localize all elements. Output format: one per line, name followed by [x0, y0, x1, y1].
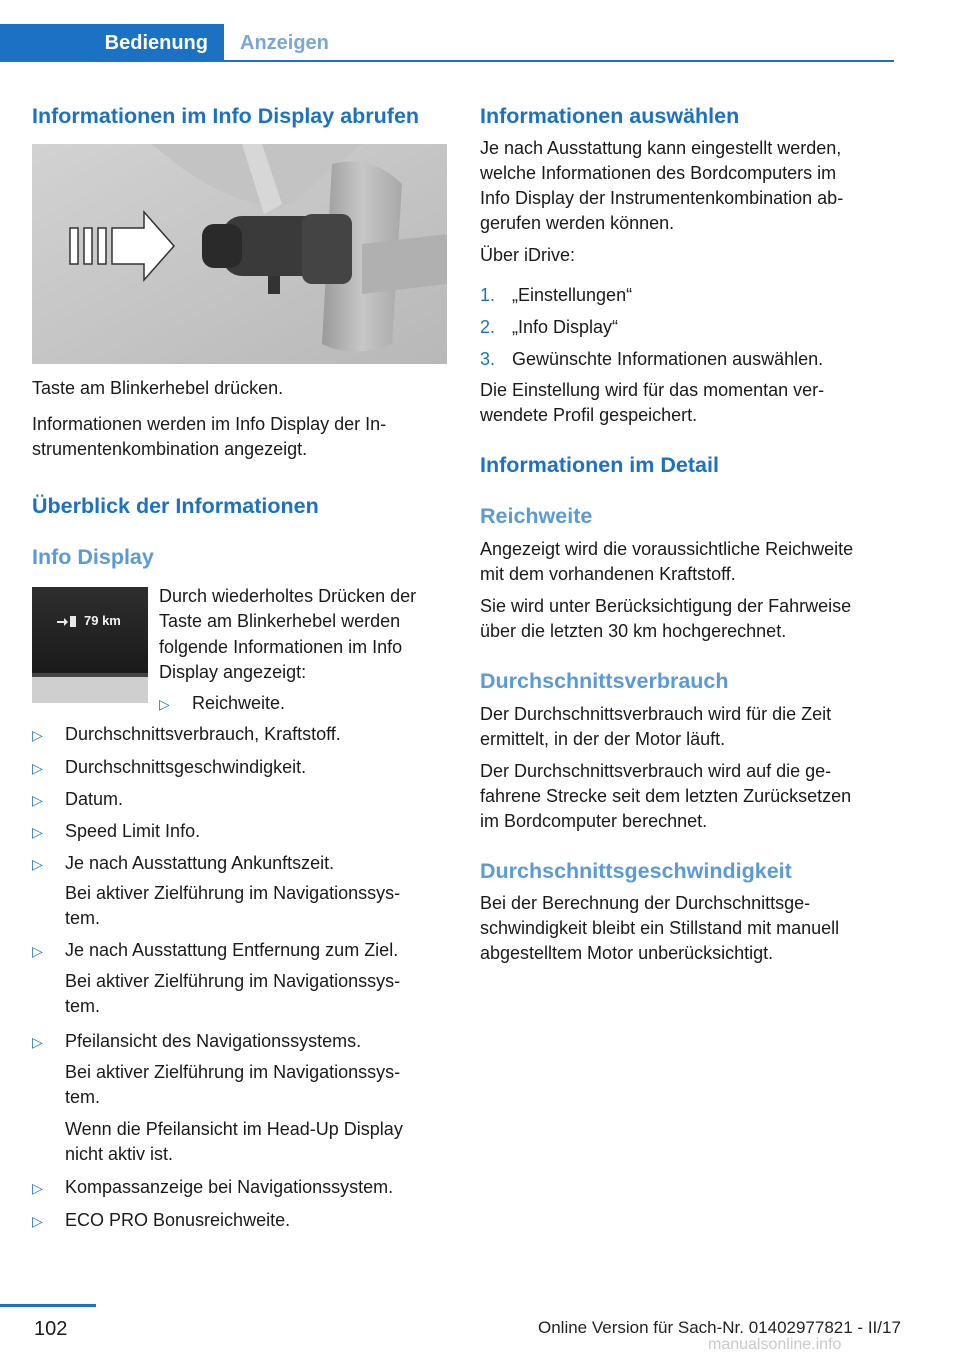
list-item: ▷ Kompassanzeige bei Navigationssystem. [32, 1175, 393, 1202]
intro-l2: Taste am Blinkerhebel werden [159, 611, 401, 631]
profile-l2: wendete Profil gespeichert. [480, 405, 698, 425]
list-item: ▷ Speed Limit Info. [32, 819, 200, 846]
geschw-l2: schwindigkeit bleibt ein Stillstand mit manuell [480, 918, 840, 938]
list-item: ▷ Datum. [32, 787, 123, 814]
bullet-triangle-icon: ▷ [32, 792, 43, 808]
list-item: ▷ Je nach Ausstattung Entfernung zum Ziel. [32, 938, 398, 965]
heading-informationen-auswaehlen: Informationen auswählen [480, 104, 740, 128]
intro-l1: Durch wiederholtes Drücken der [159, 586, 417, 606]
auswaehlen-l3: Info Display der Instrumentenkombination ab‐ [480, 188, 844, 208]
watermark: manualsonline.info [708, 1336, 842, 1353]
list-item: ▷ Je nach Ausstattung Ankunftszeit. [32, 851, 334, 878]
intro-l3: folgende Informationen im Info [159, 637, 403, 657]
online-version-note: Online Version für Sach-Nr. 01402977821 - II/17 [538, 1318, 901, 1337]
footer-rule [0, 1304, 96, 1307]
subheading-durchschnittsgeschwindigkeit: Durchschnittsgeschwindigkeit [480, 859, 792, 883]
idrive-label: Über iDrive: [480, 245, 576, 265]
list-item: ▷ ECO PRO Bonusreichweite. [32, 1208, 290, 1235]
reichweite-l3: Sie wird unter Berücksichtigung der Fahrweise [480, 596, 852, 616]
auswaehlen-l4: gerufen werden können. [480, 213, 675, 233]
step-item: 2. „Info Display“ [480, 317, 619, 337]
list-item: ▷ Durchschnittsgeschwindigkeit. [32, 755, 306, 782]
bullet-triangle-icon: ▷ [32, 1213, 43, 1229]
turn-signal-lever-image [32, 144, 447, 364]
heading-info-display-abrufen: Informationen im Info Display abrufen [32, 104, 420, 128]
bullet-triangle-icon: ▷ [32, 727, 43, 743]
subheading-info-display: Info Display [32, 545, 154, 569]
list-item-note: nicht aktiv ist. [65, 1144, 174, 1164]
geschw-l1: Bei der Berechnung der Durchschnittsge‐ [480, 893, 811, 913]
list-item-note: tem. [65, 996, 101, 1016]
bullet-triangle-icon: ▷ [32, 1034, 43, 1050]
list-item-note: Bei aktiver Zielführung im Navigationssys‐ [65, 1062, 401, 1082]
page-number: 102 [34, 1318, 68, 1340]
info-display-image [32, 587, 148, 703]
list-item: ▷ Reichweite. [159, 691, 285, 718]
profile-l1: Die Einstellung wird für das momentan ver‐ [480, 380, 825, 400]
verbrauch-l3: Der Durchschnittsverbrauch wird auf die ge‐ [480, 761, 832, 781]
header-rule [224, 60, 894, 62]
verbrauch-l4: fahrene Strecke seit dem letzten Zurücksetzen [480, 786, 852, 806]
bullet-triangle-icon: ▷ [32, 943, 43, 959]
caption-displayed-l1: Informationen werden im Info Display der In‐ [32, 414, 387, 434]
list-item-note: tem. [65, 908, 101, 928]
auswaehlen-l2: welche Informationen des Bordcomputers im [480, 163, 837, 183]
auswaehlen-l1: Je nach Ausstattung kann eingestellt werden, [480, 138, 842, 158]
tab-bedienung[interactable]: Bedienung [0, 24, 224, 62]
verbrauch-l1: Der Durchschnittsverbrauch wird für die Zeit [480, 704, 832, 724]
subheading-durchschnittsverbrauch: Durchschnittsverbrauch [480, 669, 729, 693]
verbrauch-l5: im Bordcomputer berechnet. [480, 811, 708, 831]
list-item-note: Bei aktiver Zielführung im Navigationssys‐ [65, 883, 401, 903]
caption-displayed-l2: strumentenkombination angezeigt. [32, 439, 308, 459]
step-item: 1. „Einstellungen“ [480, 285, 633, 305]
tab-anzeigen[interactable]: Anzeigen [240, 32, 329, 54]
heading-ueberblick: Überblick der Informationen [32, 494, 319, 518]
step-item: 3. Gewünschte Informationen auswählen. [480, 349, 824, 369]
subheading-reichweite: Reichweite [480, 504, 593, 528]
heading-informationen-im-detail: Informationen im Detail [480, 453, 719, 477]
range-value: 79 km [84, 613, 121, 628]
geschw-l3: abgestelltem Motor unberücksichtigt. [480, 943, 774, 963]
reichweite-l4: über die letzten 30 km hochgerechnet. [480, 621, 787, 641]
list-item-note: tem. [65, 1087, 101, 1107]
reichweite-l2: mit dem vorhandenen Kraftstoff. [480, 564, 736, 584]
reichweite-l1: Angezeigt wird die voraussichtliche Reichweite [480, 539, 854, 559]
caption-press-button: Taste am Blinkerhebel drücken. [32, 378, 284, 398]
list-item-note: Bei aktiver Zielführung im Navigationssys‐ [65, 971, 401, 991]
intro-l4: Display angezeigt: [159, 662, 307, 682]
bullet-triangle-icon: ▷ [32, 824, 43, 840]
list-item-note: Wenn die Pfeilansicht im Head-Up Display [65, 1119, 403, 1139]
list-item: ▷ Durchschnittsverbrauch, Kraftstoff. [32, 722, 341, 749]
bullet-triangle-icon: ▷ [32, 856, 43, 872]
bullet-triangle-icon: ▷ [159, 696, 170, 712]
list-item: ▷ Pfeilansicht des Navigationssystems. [32, 1029, 361, 1056]
verbrauch-l2: ermittelt, in der der Motor läuft. [480, 729, 726, 749]
bullet-triangle-icon: ▷ [32, 760, 43, 776]
bullet-triangle-icon: ▷ [32, 1180, 43, 1196]
